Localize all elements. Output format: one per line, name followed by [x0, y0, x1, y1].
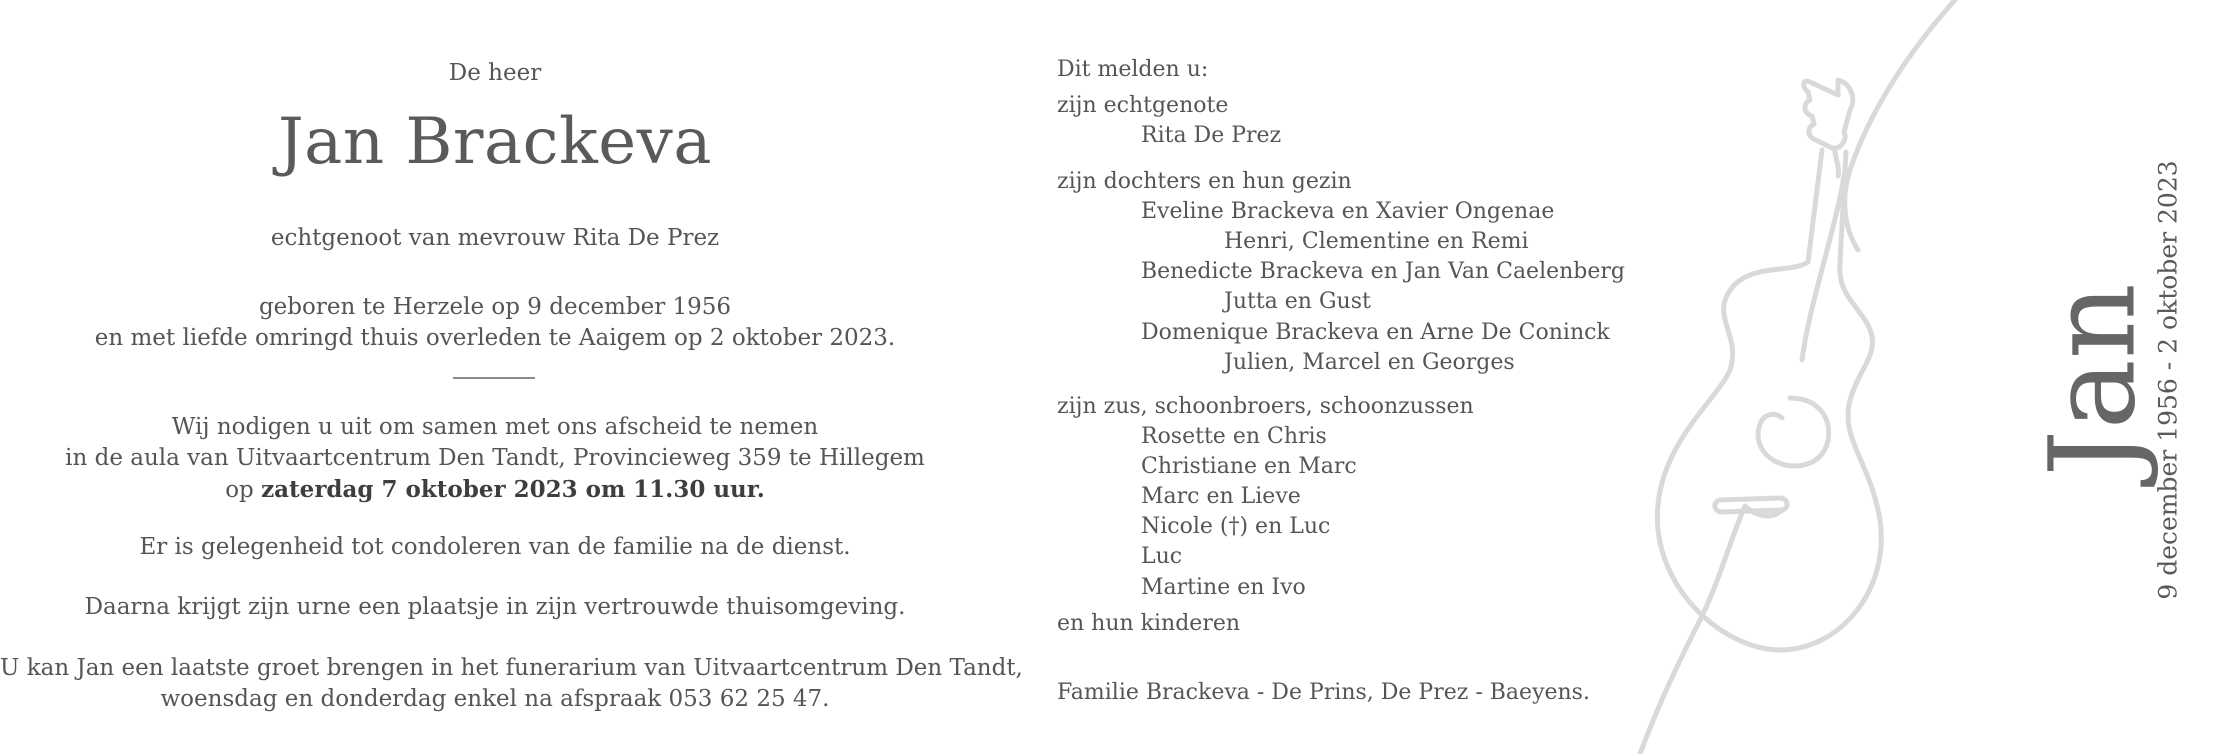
- invitation-date-prefix: op: [225, 477, 262, 503]
- invitation-line-2: in de aula van Uitvaartcentrum Den Tandt, Provincieweg 359 te Hillegem: [65, 445, 925, 471]
- sibling-entry: Rosette en Chris: [1141, 424, 1327, 449]
- vertical-name-block: [2000, 100, 2220, 660]
- birth-death-text: [0, 292, 990, 354]
- sibling-entry: Martine en Ivo: [1141, 575, 1306, 600]
- spouse-heading: zijn echtgenote: [1057, 93, 1229, 118]
- sibling-entry: Christiane en Marc: [1141, 454, 1357, 479]
- birth-line: geboren te Herzele op 9 december 1956: [258, 294, 732, 320]
- death-line: en met liefde omringd thuis overleden te Aaigem op 2 oktober 2023.: [94, 325, 896, 351]
- invitation-line-3: [0, 474, 990, 506]
- spouse-name: Rita De Prez: [1141, 123, 1282, 148]
- urn-text: Daarna krijgt zijn urne een plaatsje in zijn vertrouwde thuisomgeving.: [84, 594, 906, 620]
- sibling-entry: Luc: [1141, 544, 1183, 569]
- grandchildren: Henri, Clementine en Remi: [1224, 229, 1529, 254]
- announcement-intro: Dit melden u:: [1057, 57, 1209, 82]
- daughter-couple: Domenique Brackeva en Arne De Coninck: [1141, 320, 1610, 345]
- grandchildren: Jutta en Gust: [1224, 289, 1371, 314]
- deceased-name: Jan Brackeva: [278, 105, 712, 179]
- invitation-line-1: Wij nodigen u uit om samen met ons afscheid te nemen: [171, 414, 819, 440]
- spouse-line: echtgenoot van mevrouw Rita De Prez: [270, 225, 720, 251]
- ceremony-date: zaterdag 7 oktober 2023 om 11.30 uur.: [261, 476, 765, 503]
- visitation-line-1: U kan Jan een laatste groet brengen in het funerarium van Uitvaartcentrum Den Tandt,: [0, 655, 1023, 681]
- daughters-heading: zijn dochters en hun gezin: [1057, 169, 1352, 194]
- daughter-couple: Eveline Brackeva en Xavier Ongenae: [1141, 199, 1555, 224]
- visitation-text: [0, 653, 1023, 715]
- section-divider: [453, 377, 535, 379]
- obituary-details: [0, 0, 1023, 754]
- sibling-entry: Marc en Lieve: [1141, 484, 1301, 509]
- visitation-line-2: woensdag en donderdag enkel na afspraak 053 62 25 47.: [160, 686, 830, 712]
- condolence-text: Er is gelegenheid tot condoleren van de familie na de dienst.: [139, 534, 851, 560]
- vertical-dates: 9 december 1956 - 2 oktober 2023: [2153, 160, 2183, 600]
- honorific: De heer: [448, 60, 542, 86]
- daughter-couple: Benedicte Brackeva en Jan Van Caelenberg: [1141, 259, 1625, 284]
- vertical-first-name: Jan: [2023, 283, 2162, 477]
- family-announcement: [1057, 0, 1625, 754]
- family-signature: Familie Brackeva - De Prins, De Prez - Baeyens.: [1057, 680, 1590, 705]
- children-line: en hun kinderen: [1057, 611, 1241, 636]
- guitar-line-drawing-icon: [1540, 0, 1980, 754]
- invitation-text: [0, 412, 990, 506]
- grandchildren: Julien, Marcel en Georges: [1224, 350, 1515, 375]
- siblings-heading: zijn zus, schoonbroers, schoonzussen: [1057, 394, 1474, 419]
- sibling-entry: Nicole (†) en Luc: [1141, 514, 1331, 539]
